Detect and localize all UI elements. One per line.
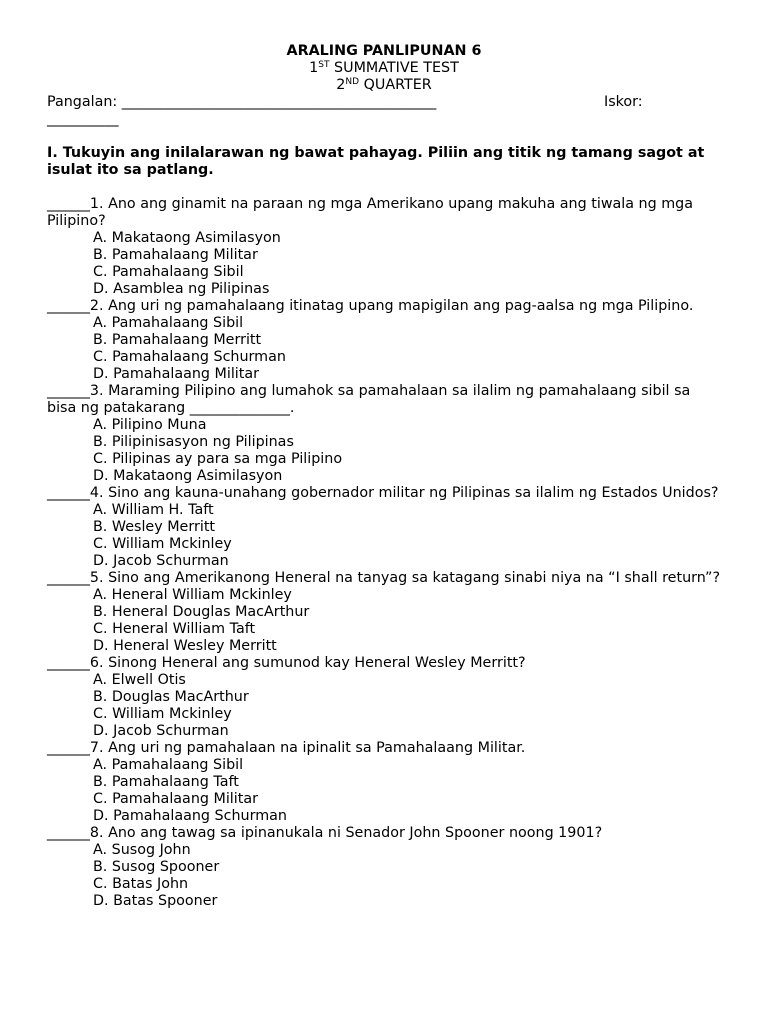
answer-choice: B. Pamahalaang Merritt — [93, 332, 262, 348]
quarter-line — [47, 77, 721, 94]
test-type-label: SUMMATIVE TEST — [329, 60, 459, 76]
answer-choice: A. William H. Taft — [93, 502, 214, 518]
answer-choice: D. Pamahalaang Militar — [93, 366, 260, 382]
answer-choice: B. Wesley Merritt — [93, 519, 216, 535]
name-blank[interactable]: ____________________________________________ — [121, 94, 437, 110]
answer-choice: C. Pilipinas ay para sa mga Pilipino — [93, 451, 343, 467]
question-item — [47, 298, 727, 383]
test-page — [47, 43, 727, 910]
question-stem[interactable]: ______5. Sino ang Amerikanong Heneral na tanyag sa katagang sinabi niya na “I shall return”? — [47, 570, 721, 586]
question-item — [47, 485, 727, 570]
question-item — [47, 655, 727, 740]
answer-choice: A. Susog John — [93, 842, 191, 858]
answer-choice: A. Pamahalaang Sibil — [93, 315, 244, 331]
answer-choice: B. Pamahalaang Taft — [93, 774, 239, 790]
quarter-number-suffix: ND — [345, 77, 360, 87]
test-type-line — [47, 60, 721, 77]
section-instruction: I. Tukuyin ang inilalarawan ng bawat pahayag. Piliin ang titik ng tamang sagot at isulat ito sa patlang. — [47, 145, 705, 178]
score-label: Iskor: — [604, 94, 643, 110]
name-score-row — [47, 94, 727, 111]
answer-choice: C. Batas John — [93, 876, 189, 892]
question-stem[interactable]: ______8. Ano ang tawag sa ipinanukala ni Senador John Spooner noong 1901? — [47, 825, 603, 841]
question-item — [47, 196, 727, 298]
question-stem[interactable]: ______2. Ang uri ng pamahalaang itinatag upang mapigilan ang pag-aalsa ng mga Pilipino. — [47, 298, 694, 314]
answer-choice: A. Pamahalaang Sibil — [93, 757, 244, 773]
answer-choice: A. Heneral William Mckinley — [93, 587, 292, 603]
question-item — [47, 740, 727, 825]
question-item — [47, 825, 727, 910]
answer-choice: D. Jacob Schurman — [93, 553, 229, 569]
question-list — [47, 196, 727, 910]
answer-choice: B. Pamahalaang Militar — [93, 247, 258, 263]
score-blank[interactable]: __________ — [47, 111, 119, 127]
question-stem[interactable]: ______4. Sino ang kauna-unahang gobernador militar ng Pilipinas sa ilalim ng Estados Unidos? — [47, 485, 719, 501]
document-header — [47, 43, 721, 94]
test-number: 1 — [309, 60, 319, 76]
answer-choice: C. Pamahalaang Sibil — [93, 264, 244, 280]
name-label: Pangalan: — [47, 94, 122, 110]
answer-choice: D. Pamahalaang Schurman — [93, 808, 287, 824]
question-stem[interactable]: ______7. Ang uri ng pamahalaan na ipinalit sa Pamahalaang Militar. — [47, 740, 526, 756]
answer-choice: D. Makataong Asimilasyon — [93, 468, 283, 484]
answer-choice: C. Heneral William Taft — [93, 621, 256, 637]
question-stem[interactable]: ______3. Maraming Pilipino ang lumahok sa pamahalaan sa ilalim ng pamahalaang sibil sa bisa ng patakarang ______________. — [47, 383, 691, 416]
answer-choice: C. William Mckinley — [93, 536, 232, 552]
question-stem[interactable]: ______6. Sinong Heneral ang sumunod kay Heneral Wesley Merritt? — [47, 655, 526, 671]
answer-choice: B. Heneral Douglas MacArthur — [93, 604, 310, 620]
answer-choice: C. Pamahalaang Schurman — [93, 349, 286, 365]
test-number-suffix: ST — [318, 60, 330, 70]
answer-choice: D. Batas Spooner — [93, 893, 218, 909]
answer-choice: D. Heneral Wesley Merritt — [93, 638, 277, 654]
quarter-number: 2 — [336, 77, 346, 93]
question-stem[interactable]: ______1. Ano ang ginamit na paraan ng mga Amerikano upang makuha ang tiwala ng mga Pilipino? — [47, 196, 693, 229]
answer-choice: B. Douglas MacArthur — [93, 689, 249, 705]
quarter-label: QUARTER — [359, 77, 432, 93]
answer-choice: B. Susog Spooner — [93, 859, 220, 875]
answer-choice: C. William Mckinley — [93, 706, 232, 722]
answer-choice: A. Pilipino Muna — [93, 417, 207, 433]
answer-choice: A. Makataong Asimilasyon — [93, 230, 281, 246]
question-item — [47, 570, 727, 655]
question-item — [47, 383, 727, 485]
answer-choice: A. Elwell Otis — [93, 672, 186, 688]
answer-choice: D. Asamblea ng Pilipinas — [93, 281, 270, 297]
answer-choice: C. Pamahalaang Militar — [93, 791, 258, 807]
name-field[interactable] — [47, 94, 436, 111]
subject-title: ARALING PANLIPUNAN 6 — [286, 43, 482, 59]
answer-choice: B. Pilipinisasyon ng Pilipinas — [93, 434, 294, 450]
answer-choice: D. Jacob Schurman — [93, 723, 229, 739]
